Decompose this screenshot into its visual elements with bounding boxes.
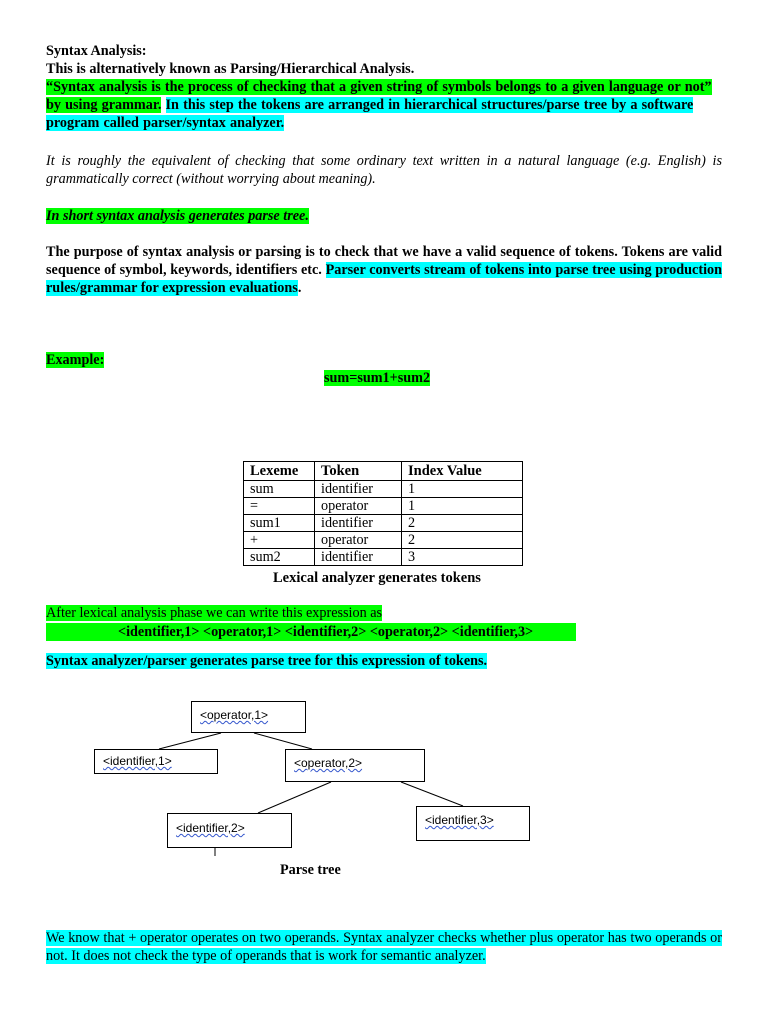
table-cell: sum [244, 481, 315, 498]
tree-edge [401, 782, 463, 806]
table-header-cell: Lexeme [244, 462, 315, 481]
tree-node-inner-right [416, 806, 530, 841]
tree-node-label: <identifier,1> [103, 754, 172, 768]
table-cell: operator [315, 498, 402, 515]
parser-note [46, 652, 487, 670]
table-row [244, 481, 523, 498]
tree-edge [258, 782, 331, 813]
table-cell: + [244, 532, 315, 549]
tree-node-left-leaf [94, 749, 218, 774]
closing-highlight: We know that + operator operates on two operands. Syntax analyzer checks whether plus operator has two operands or not. It does not check the type of operands that is work for semantic analyzer. [46, 930, 722, 964]
table-row [244, 498, 523, 515]
table-cell: identifier [315, 481, 402, 498]
section-title: Syntax Analysis: [46, 43, 147, 59]
table-cell: identifier [315, 515, 402, 532]
table-cell: 1 [402, 481, 523, 498]
after-lexical-highlight: After lexical analysis phase we can write this expression as [46, 605, 383, 621]
table-header-cell: Index Value [402, 462, 523, 481]
table-cell: 1 [402, 498, 523, 515]
document-body [46, 42, 722, 132]
lexeme-table [243, 461, 523, 566]
example-expression [324, 369, 430, 387]
table-row [244, 549, 523, 566]
table-caption: Lexical analyzer generates tokens [273, 570, 481, 586]
closing-paragraph [46, 929, 722, 965]
tree-node-label: <identifier,2> [176, 821, 245, 835]
tree-node-label: <operator,2> [294, 756, 363, 770]
parser-note-highlight: Syntax analyzer/parser generates parse tree for this expression of tokens. [46, 653, 488, 669]
tree-node-label: <operator,1> [200, 708, 269, 722]
table-cell: = [244, 498, 315, 515]
section-subtitle: This is alternatively known as Parsing/Hierarchical Analysis. [46, 61, 415, 77]
intro-paragraph [46, 78, 722, 132]
tree-caption: Parse tree [280, 862, 341, 878]
purpose-paragraph [46, 243, 722, 297]
table-header-row [244, 462, 523, 481]
table-header-cell: Token [315, 462, 402, 481]
table-cell: 2 [402, 515, 523, 532]
example-label [46, 351, 104, 369]
example-label-highlight: Example: [46, 352, 105, 368]
short-note [46, 207, 309, 225]
table-cell: sum1 [244, 515, 315, 532]
table-cell: operator [315, 532, 402, 549]
example-expression-highlight: sum=sum1+sum2 [324, 370, 431, 386]
table-cell: sum2 [244, 549, 315, 566]
tree-edge [254, 733, 312, 749]
italic-note: It is roughly the equivalent of checking that some ordinary text written in a natural language (e.g. English) is grammatically correct (without worrying about meaning). [46, 153, 722, 187]
intro-cyan-highlight: In this step the tokens are arranged in hierarchical structures/parse tree by a software program called parser/syntax analyzer. [46, 97, 694, 131]
table-cell: 2 [402, 532, 523, 549]
tree-node-label: <identifier,3> [425, 813, 494, 827]
tree-edge [159, 733, 221, 749]
intro-green-highlight: “Syntax analysis is the process of checking that a given string of symbols belongs to a given language or not” by using grammar. [46, 79, 712, 113]
after-lexical-line [46, 604, 382, 622]
short-note-highlight: In short syntax analysis generates parse tree. [46, 208, 309, 224]
table-cell: identifier [315, 549, 402, 566]
table-row [244, 532, 523, 549]
tree-node-inner [285, 749, 425, 782]
tree-node-inner-left [167, 813, 292, 848]
tree-node-root [191, 701, 306, 733]
purpose-cyan-highlight: Parser converts stream of tokens into parse tree using production rules/grammar for expression evaluations [46, 262, 723, 296]
table-row [244, 515, 523, 532]
token-stream: <identifier,1> <operator,1> <identifier,2> <operator,2> <identifier,3> [46, 623, 576, 641]
purpose-text: The purpose of syntax analysis or parsing is to check that we have a valid sequence of tokens. Tokens are valid sequence of symbol, keywords, identifiers etc. [46, 244, 722, 278]
table-cell: 3 [402, 549, 523, 566]
purpose-end: . [297, 280, 302, 296]
